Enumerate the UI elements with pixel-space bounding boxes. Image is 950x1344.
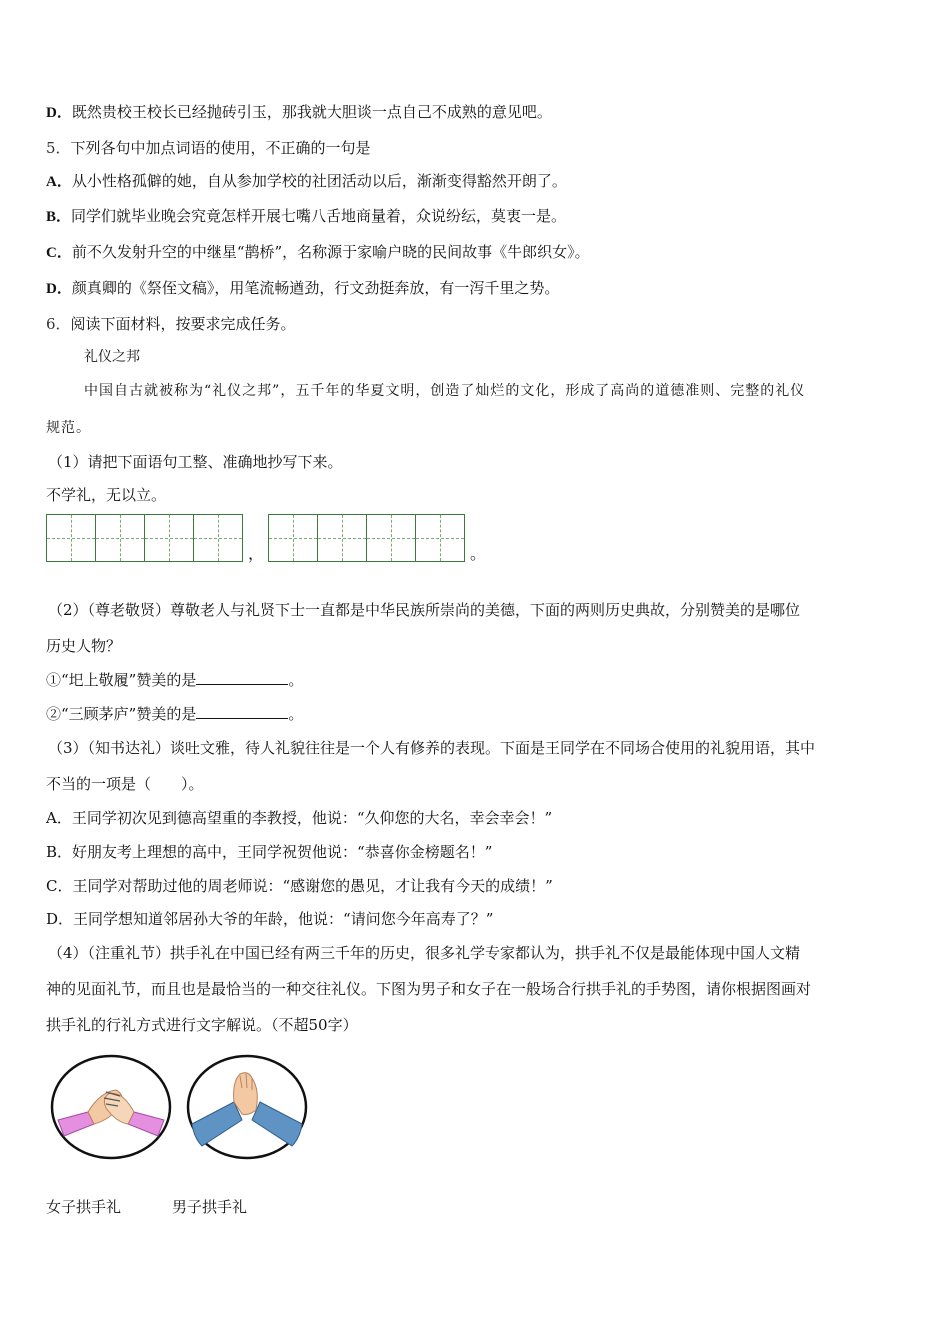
q5-stem xyxy=(46,138,371,158)
q5-option-b xyxy=(46,206,566,227)
sub3-option-a: A．王同学初次见到德高望重的李教授，他说：“久仰您的大名，幸会幸会！” xyxy=(46,809,553,827)
grid-cell[interactable] xyxy=(95,514,145,562)
sub3-option-c: C．王同学对帮助过他的周老师说：“感谢您的愚见，才让我有今天的成绩！” xyxy=(46,877,553,895)
option-text: 从小性格孤僻的她，自从参加学校的社团活动以后，渐渐变得豁然开朗了。 xyxy=(71,172,567,190)
sub1-sentence: 不学礼，无以立。 xyxy=(46,486,167,504)
option-letter: D． xyxy=(46,281,72,297)
option-letter: D． xyxy=(46,105,72,121)
sub3-option-d: D．王同学想知道邻居孙大爷的年龄，他说：“请问您今年高寿了？” xyxy=(46,910,494,928)
option-text: 同学们就毕业晚会究竟怎样开展七嘴八舌地商量着，众说纷纭，莫衷一是。 xyxy=(71,207,567,225)
question-number: 5． xyxy=(46,139,71,157)
caption-female: 女子拱手礼 xyxy=(46,1198,122,1216)
answer-blank[interactable] xyxy=(196,670,288,685)
writing-grid xyxy=(46,514,490,562)
male-bow-illustration xyxy=(186,1054,308,1160)
sub2-prompt-line-2: 历史人物？ xyxy=(46,637,122,655)
answer-blank[interactable] xyxy=(196,704,288,719)
caption-male: 男子拱手礼 xyxy=(172,1198,248,1216)
grid-period: 。 xyxy=(470,544,487,563)
q5-option-d xyxy=(46,278,559,299)
sub2-item-1 xyxy=(46,670,303,690)
option-text: 既然贵校王校长已经抛砖引玉，那我就大胆谈一点自己不成熟的意见吧。 xyxy=(71,103,552,121)
sub2-item-2 xyxy=(46,704,303,724)
sub4-prompt-line-3: 拱手礼的行礼方式进行文字解说。（不超50字） xyxy=(46,1016,358,1034)
sub4-prompt-line-1: （4）（注重礼节）拱手礼在中国已经有两三千年的历史，很多礼学专家都认为，拱手礼不仅是最能体现中国人文精 xyxy=(48,944,801,962)
option-text: 前不久发射升空的中继星“鹊桥”，名称源于家喻户晓的民间故事《牛郎织女》。 xyxy=(71,243,590,261)
q5-option-a xyxy=(46,171,567,192)
sub3-option-b: B．好朋友考上理想的高中，王同学祝贺他说：“恭喜你金榜题名！” xyxy=(46,843,493,861)
grid-comma: ， xyxy=(248,544,265,563)
q4-option-d xyxy=(46,102,552,123)
grid-cell[interactable] xyxy=(46,514,96,562)
grid-cell[interactable] xyxy=(366,514,416,562)
item-end: 。 xyxy=(288,671,304,689)
grid-cell[interactable] xyxy=(317,514,367,562)
sub1-prompt: （1）请把下面语句工整、准确地抄写下来。 xyxy=(48,453,343,471)
passage-title: 礼仪之邦 xyxy=(84,349,140,365)
grid-cell[interactable] xyxy=(268,514,318,562)
question-text: 下列各句中加点词语的使用，不正确的一句是 xyxy=(70,139,371,157)
passage-line-1: 中国自古就被称为“礼仪之邦”，五千年的华夏文明，创造了灿烂的文化，形成了高尚的道德准则、完整的礼仪 xyxy=(84,383,806,399)
sub4-prompt-line-2: 神的见面礼节，而且也是最恰当的一种交往礼仪。下图为男子和女子在一般场合行拱手礼的手势图，请你根据图画对 xyxy=(46,980,812,998)
female-bow-illustration xyxy=(50,1054,172,1160)
option-letter: A． xyxy=(46,174,72,190)
question-number: 6． xyxy=(46,315,71,333)
option-text: 颜真卿的《祭侄文稿》，用笔流畅遒劲，行文劲挺奔放，有一泻千里之势。 xyxy=(71,279,560,297)
item-end: 。 xyxy=(288,705,304,723)
q6-stem xyxy=(46,314,296,334)
grid-cell[interactable] xyxy=(193,514,243,562)
question-text: 阅读下面材料，按要求完成任务。 xyxy=(70,315,296,333)
grid-group-1 xyxy=(46,514,242,562)
grid-group-2 xyxy=(268,514,464,562)
option-letter: B． xyxy=(46,209,72,225)
q5-option-c xyxy=(46,242,590,263)
grid-cell[interactable] xyxy=(415,514,465,562)
item-label: ②“三顾茅庐”赞美的是 xyxy=(46,705,197,723)
sub3-prompt-line-1: （3）（知书达礼）谈吐文雅，待人礼貌往往是一个人有修养的表现。下面是王同学在不同场合使用的礼貌用语，其中 xyxy=(48,739,816,757)
option-letter: C． xyxy=(46,245,72,261)
item-label: ①“圯上敬履”赞美的是 xyxy=(46,671,197,689)
grid-cell[interactable] xyxy=(144,514,194,562)
sub3-prompt-line-2: 不当的一项是（ ）。 xyxy=(46,775,204,793)
passage-line-2: 规范。 xyxy=(46,420,91,436)
sub2-prompt-line-1: （2）（尊老敬贤）尊敬老人与礼贤下士一直都是中华民族所崇尚的美德，下面的两则历史典故，分别赞美的是哪位 xyxy=(48,601,801,619)
